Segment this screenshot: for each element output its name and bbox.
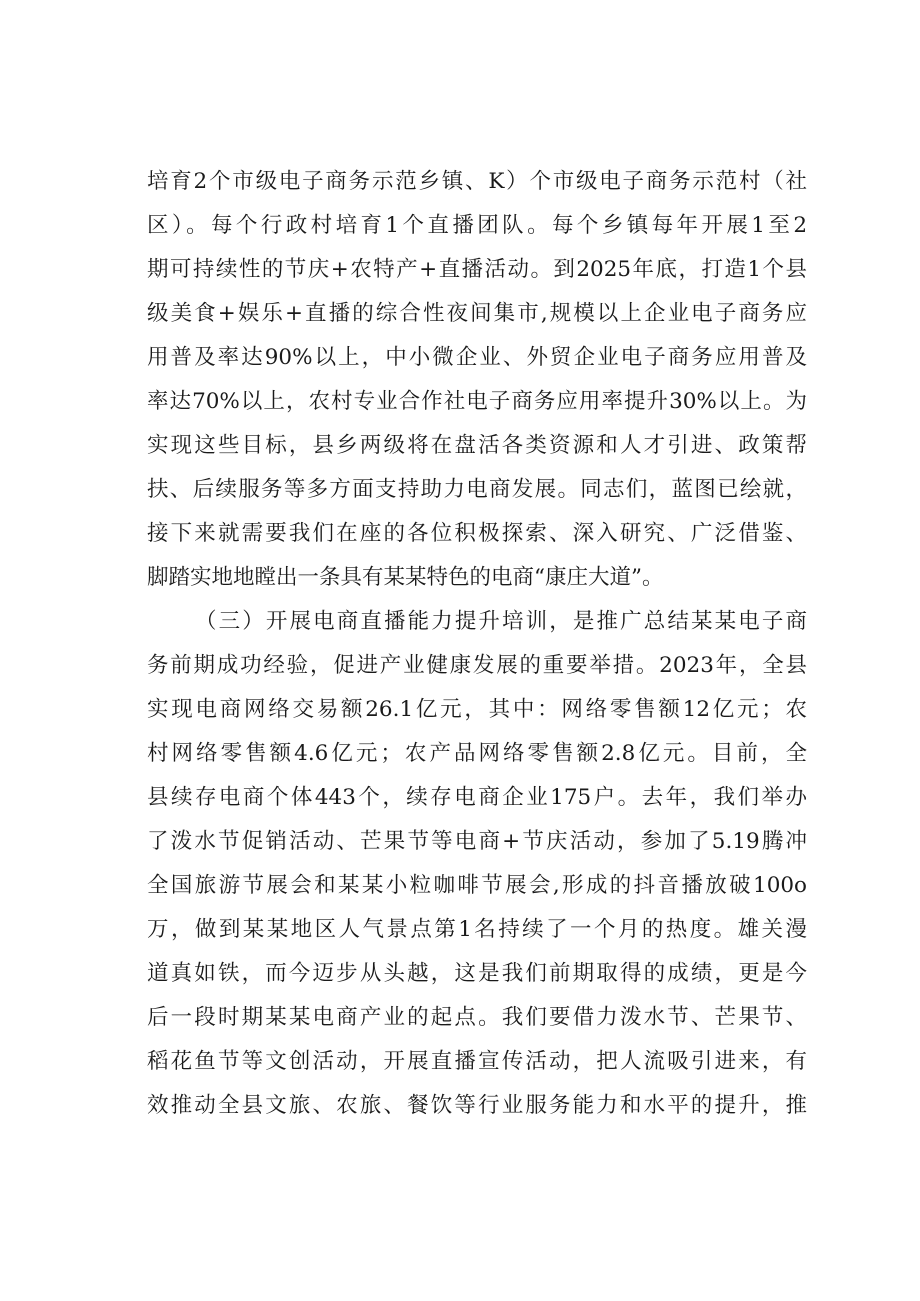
text-line: 务前期成功经验，促进产业健康发展的重要举措。2023年，全县 [147,653,807,678]
text-line: 实现电商网络交易额26.1亿元，其中：网络零售额12亿元；农 [147,697,807,722]
text-line: 万，做到某某地区人气景点第1名持续了一个月的热度。雄关漫 [147,917,807,942]
paragraph-last-line: 脚踏实地地瞠出一条具有某某特色的电商“康庄大道”。 [147,565,664,590]
text-line: 培育2个市级电子商务示范乡镇、K）个市级电子商务示范村（社 [147,169,807,194]
text-line: 后一段时期某某电商产业的起点。我们要借力泼水节、芒果节、 [147,1005,807,1030]
text-line: 用普及率达90%以上，中小微企业、外贸企业电子商务应用普及 [147,345,807,370]
text-line: 县续存电商个体443个，续存电商企业175户。去年，我们举办 [147,785,807,810]
text-line: 稻花鱼节等文创活动，开展直播宣传活动，把人流吸引进来，有 [147,1049,807,1074]
text-line: 全国旅游节展会和某某小粒咖啡节展会,形成的抖音播放破100o [147,873,807,898]
text-line: 扶、后续服务等多方面支持助力电商发展。同志们，蓝图已绘就， [147,477,807,502]
paragraph-first-line: （三）开展电商直播能力提升培训，是推广总结某某电子商 [195,609,807,634]
text-line: 率达70%以上，农村专业合作社电子商务应用率提升30%以上。为 [147,389,807,414]
text-line: 接下来就需要我们在座的各位积极探索、深入研究、广泛借鉴、 [147,521,807,546]
text-line: 期可持续性的节庆+农特产+直播活动。到2025年底，打造1个县 [147,257,807,282]
text-line: 效推动全县文旅、农旅、餐饮等行业服务能力和水平的提升，推 [147,1093,807,1118]
text-line: 了泼水节促销活动、芒果节等电商+节庆活动，参加了5.19腾冲 [147,829,807,854]
text-line: 村网络零售额4.6亿元；农产品网络零售额2.8亿元。目前，全 [147,741,807,766]
text-line: 级美食+娱乐+直播的综合性夜间集市,规模以上企业电子商务应 [147,301,807,326]
text-line: 区）。每个行政村培育1个直播团队。每个乡镇每年开展1至2 [147,213,807,238]
text-line: 实现这些目标，县乡两级将在盘活各类资源和人才引进、政策帮 [147,433,807,458]
text-line: 道真如铁，而今迈步从头越，这是我们前期取得的成绩，更是今 [147,961,807,986]
